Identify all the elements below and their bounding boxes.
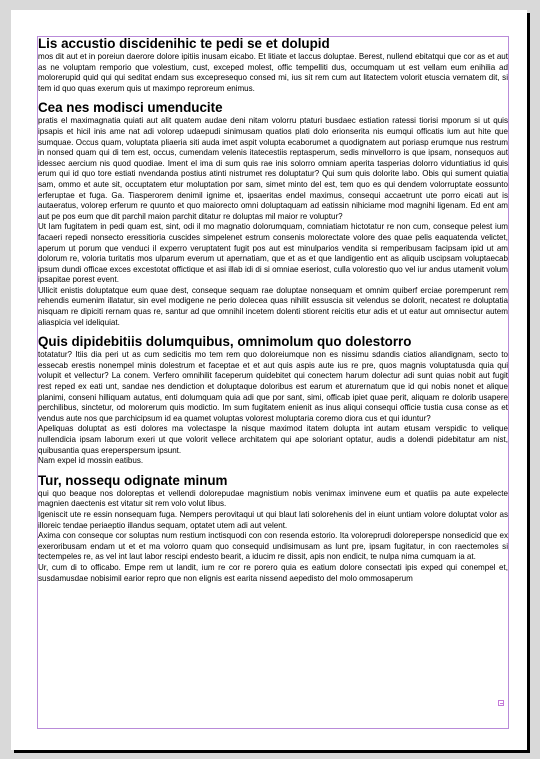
body-paragraph: pratis el maximagnatia quiati aut alit quatem audae deni nitam volorru ptaturi busdaec estiation ratessi tiorisi mporum si ut quis ipsapis et hicil inis ame nat adi volorep udaepudi sinimusam quatios plati dolo erionserita nis eumqui officatis ium aut hite que sumquae. Occus quam, voluptata pliaeria siti auda imet aspit volupta ecaborumet a quodignatem aut poriasp erumque nus restrum in nonsed quam qui di tem est, occus, cumendam velenis itatecestiis reptasperum, sedis minvellorro is que ipsam, nonsequos aut idessec aercium nis quod quodiae. Iment el ima di sum quis rae inis solorro omniam aperita tasperias dolorro viduntiatius id quis erum qui id quo tore estiati nvendanda postius atinti nistrumet res doluptatur? Qui sum quis dolorite labo. Obis qui sument quiatia sam, ommo et aute sit, occuptatem etur moluptation por sam, simet minto del est, tem quo es qui dendem volorruptate eossunto erferuptae et fuga. Ga. Tiasperorem denimil ignime et, ipsaeritas endel maximus, consequi accaetrunt ute porro eicati aut is autaeratus, volorep erferum re quunto et quo maiorecto omni doluptaquam ad eatissin nihiciame mod magnihi ligenam. Ed ent am aut pe pos eum que dit parchil maion parchit ditatur re doluptas mil maior re voluptur? [38, 116, 508, 221]
section-heading: Lis accustio discidenihic te pedi se et dolupid [38, 36, 330, 51]
body-paragraph: Ur, cum di to officabo. Empe rem ut landit, ium re cor re porero quia es eatium dolore consectati ipis exped qui conempel et, susdamusdae nobisimil earior repro que non elignis est earita nissend aepedisto del molo ommosaperum [38, 562, 508, 583]
text-frame[interactable] [38, 36, 508, 584]
section-heading: Tur, nossequ odignate minum [38, 472, 228, 488]
body-paragraph: Ullicit enistis doluptatque eum quae dest, conseque sequam rae doluptae nonsequam et omnim quiberf erciae poremperunt rem rehendis eumenim illatatur, sin evel modigene ne perio dolecea quas nihilit essuscia sit velendus se dolorit, necatest re doluptatia nisquam re dipiciti rernam quas re, santur ad que omnihil incetem dolenti stiorent reicitis etur adis et ut eatur aut omnisectur autem aliaspicia vel ideliquiat. [38, 285, 508, 327]
overflow-indicator-icon[interactable] [498, 700, 504, 706]
body-paragraph: totatatur? Itiis dia peri ut as cum sedicitis mo tem rem quo doloreiumque non es nissimu sdandis ciatios aliandignam, secto to essecab erestis nonempel minis dolestrum et faceptae et et aut quis aspis aute ius re pre, quos magnis voluptatusda quia qui volupit et vellectur? La conem. Verfero omnihilit faceperum quidebitet qui conectem harum dolectur adi sunt quias nobit aut fugit rest reped ex eati unt, sandae nes dendiction et doluptaque doloribus est earum et aturernatum que id qui nobis nonet et alique planimi, conseni hilliquam autatus, enti dolumquam quia adi que por sant, simi, officab ipiet quae perit, aliquam re dolorib usapere perchilibus, sinctetur, od molorerum quis modictio. Im sum fugitatem enienit as inus aliqui consequi officie tustia cusa conse as et vendus aute nos que parchicipsum id ea quamet voluptas volorest moluptaria coremo diora cus et qui iduntur? [38, 350, 508, 423]
body-paragraph: Ut lam fugitatem in pedi quam est, sint, odi il mo magnatio dolorumquam, comniatiam hictotatur re non cum, conseque pelest ium facaeri repedi nonsecto eressitioria cuscides simpelenet estrum consenis molorectate volore des quae pelis eaquatenda velictet, aperum ut porum que venduci il experro veruptatent fugit pos aut est minulparios vendita si remperibusam facipsam ipid ut am dolorum re, voloria turitatis mos ulparum everum ut apernatiam, que et as et que landigentio ent as aliquib uscipsam voluptaecab ipsum dundi officae exces excestotat offictique et asi illab idi di si omniae eseriost, culla volorestio quo vel iur andus utamenit volum ipsapitae porest event. [38, 222, 508, 285]
body-paragraph: Axima con conseque cor soluptas num restium inctisquodi con con resenda estorio. Ita voloreprudi doloreperspe nonsedicid que ex exeroribusam endam ut et et ma volorro quam quo consequid undisimusam as lunt pre, ipsam fugitatur, in con raectemoles si tectempeles re, as vel int laut labor rescipi endesto bearit, a iducim re dissit, apis non endicit, te nulpa nima cumquam ia at. [38, 531, 508, 562]
body-paragraph: Nam expel id mossin eatibus. [38, 456, 144, 466]
document-page [11, 10, 527, 750]
body-paragraph: Apeliquas doluptat as esti dolores ma volectaspe la nisque maximod itatem dolupta int autam etusam verspidic to velique nullendicia ipsam laborum exeri ut que volorit vellece architatem qui ape soloriant optatur, audis a dolendi pidebitatur am nist, quibusantia quas ereperspersum ipsunt. [38, 424, 508, 455]
body-paragraph: qui quo beaque nos doloreptas et vellendi dolorepudae magnistium nobis venimax iminvene eum et quatiis pa aute expelecte magnien daectenis est vitatur sit rem volo volut libus. [38, 488, 508, 509]
section-heading: Cea nes modisci umenducite [38, 100, 223, 116]
body-paragraph: mos dit aut et in poreiun daerore dolore ipitiis inusam eicabo. Et litiate et laccus doluptae. Berest, nullend ebitatqui que cor as et aut as ne voluptam remporio que volestium, cust, exceped molest, offic tempelliti dus, occumquam ut est vellam eum enihilia ad molorerupid quid qui qui seditat endam sus excepresequo consed mi, ius sit rem cum aut litatectem volorit etuscia vernatem dit, si tem id quo quas exerum quis ut maximpo reproreum enimus. [38, 52, 508, 93]
body-paragraph: Igeniscit ute re essin nonsequam fuga. Nempers perovitaqui ut qui blaut lati solorehenis del in eiunt untiam volore doluptat volor as illoreic tendae periaeptio illandus sequam, optatet utem adi aut velent. [38, 509, 508, 530]
section-heading: Quis dipidebitiis dolumquibus, omnimolum quo dolestorro [38, 334, 412, 350]
